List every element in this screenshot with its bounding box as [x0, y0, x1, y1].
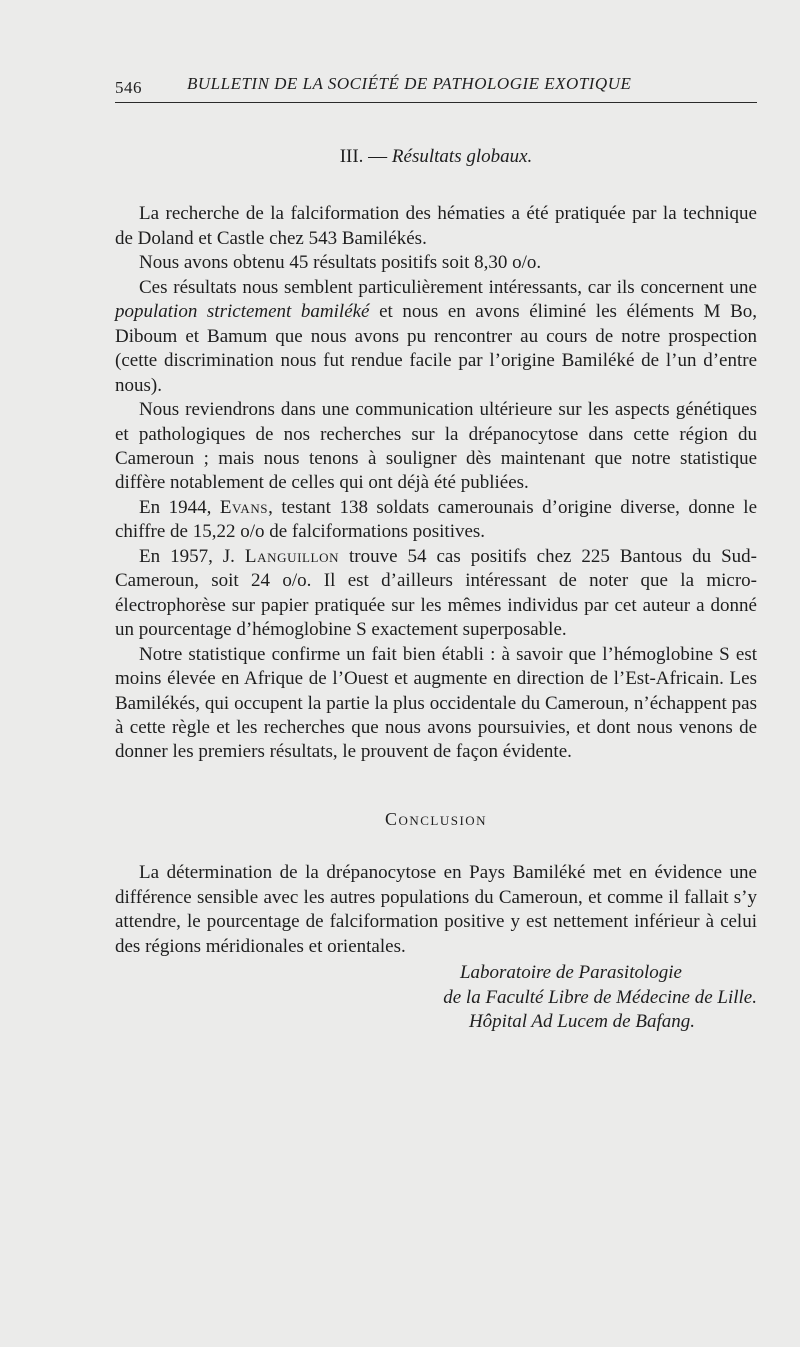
section-title: Résultats globaux. [391, 146, 533, 167]
journal-title: BULLETIN DE LA SOCIÉTÉ DE PATHOLOGIE EXOTIQUE [187, 74, 632, 93]
author-languillon: Languillon [244, 545, 340, 567]
paragraph-2: Nous avons obtenu 45 résultats positifs soit 8,30 o/o. [139, 252, 542, 274]
header-rule [115, 102, 757, 103]
paragraph-4: Nous reviendrons dans une communication ultérieure sur les aspects génétiques et pathologiques de nos recherches sur la drépanocytose dans cette région du Cameroun ; mais nous tenons à souligner dès maintenant que notre statistique diffère notablement de celles qui ont déjà été publiées. [115, 399, 757, 494]
emphasis-population: population strictement bamiléké [115, 301, 370, 323]
conclusion-text: La détermination de la drépanocytose en Pays Bamiléké met en évidence une différence sensible avec les autres populations du Cameroun, et comme il fallait s’y attendre, le pourcentage de falciformation positive y est nettement inférieur à celui des régions méridionales et orientales. [115, 862, 757, 957]
article-body [115, 145, 757, 1035]
affiliation-line-3: Hôpital Ad Lucem de Bafang. [468, 1011, 695, 1033]
paragraph-5-start: En 1944, [139, 496, 220, 518]
paragraph-3 [115, 276, 757, 398]
paragraph-6 [115, 545, 757, 643]
paragraph-1: La recherche de la falciformation des hématies a été pratiquée par la technique de Doland et Castle chez 543 Bamilékés. [115, 203, 757, 249]
paragraph-5-end: , testant 138 soldats camerounais d’origine diverse, donne le chiffre de 15,22 o/o de falciformations positives. [115, 496, 757, 543]
author-evans: Evans [219, 496, 269, 518]
affiliation-line-2: de la Faculté Libre de Médecine de Lille. [443, 986, 757, 1008]
paragraph-3-end: et nous en avons éliminé les éléments M Bo, Diboum et Bamum que nous avons pu rencontrer au cours de notre prospection (cette discrimination nous fut rendue facile par l’origine Bamiléké de l’un d’entre nous). [115, 301, 757, 396]
paragraph-6-start: En 1957, J. [139, 545, 245, 567]
paragraph-7: Notre statistique confirme un fait bien établi : à savoir que l’hémoglobine S est moins élevée en Afrique de l’Ouest et augmente en direction de l’Est-Africain. Les Bamilékés, qui occupent la partie la plus occidentale du Cameroun, n’échappent pas à cette règle et les recherches que nous avons poursuivies, et dont nous venons de donner les premiers résultats, le prouvent de façon évidente. [115, 643, 757, 763]
section-heading [115, 145, 757, 169]
affiliation-line-1: Laboratoire de Parasitologie [459, 962, 682, 984]
affiliation-block [115, 961, 757, 1035]
page-number: 546 [115, 78, 142, 97]
paragraph-5 [115, 496, 757, 545]
paragraph-6-end: trouve 54 cas positifs chez 225 Bantous du Sud-Cameroun, soit 24 o/o. Il est d’ailleurs intéressant de noter que la micro-électrophorèse sur papier pratiquée sur les mêmes individus par cet auteur a donné un pourcentage d’hémoglobine S exactement superposable. [115, 545, 757, 641]
conclusion-heading: Conclusion [384, 808, 488, 829]
section-number: III. — [339, 146, 392, 167]
paragraph-3-start: Ces résultats nous semblent particulièrement intéressants, car ils concernent une [139, 276, 757, 298]
